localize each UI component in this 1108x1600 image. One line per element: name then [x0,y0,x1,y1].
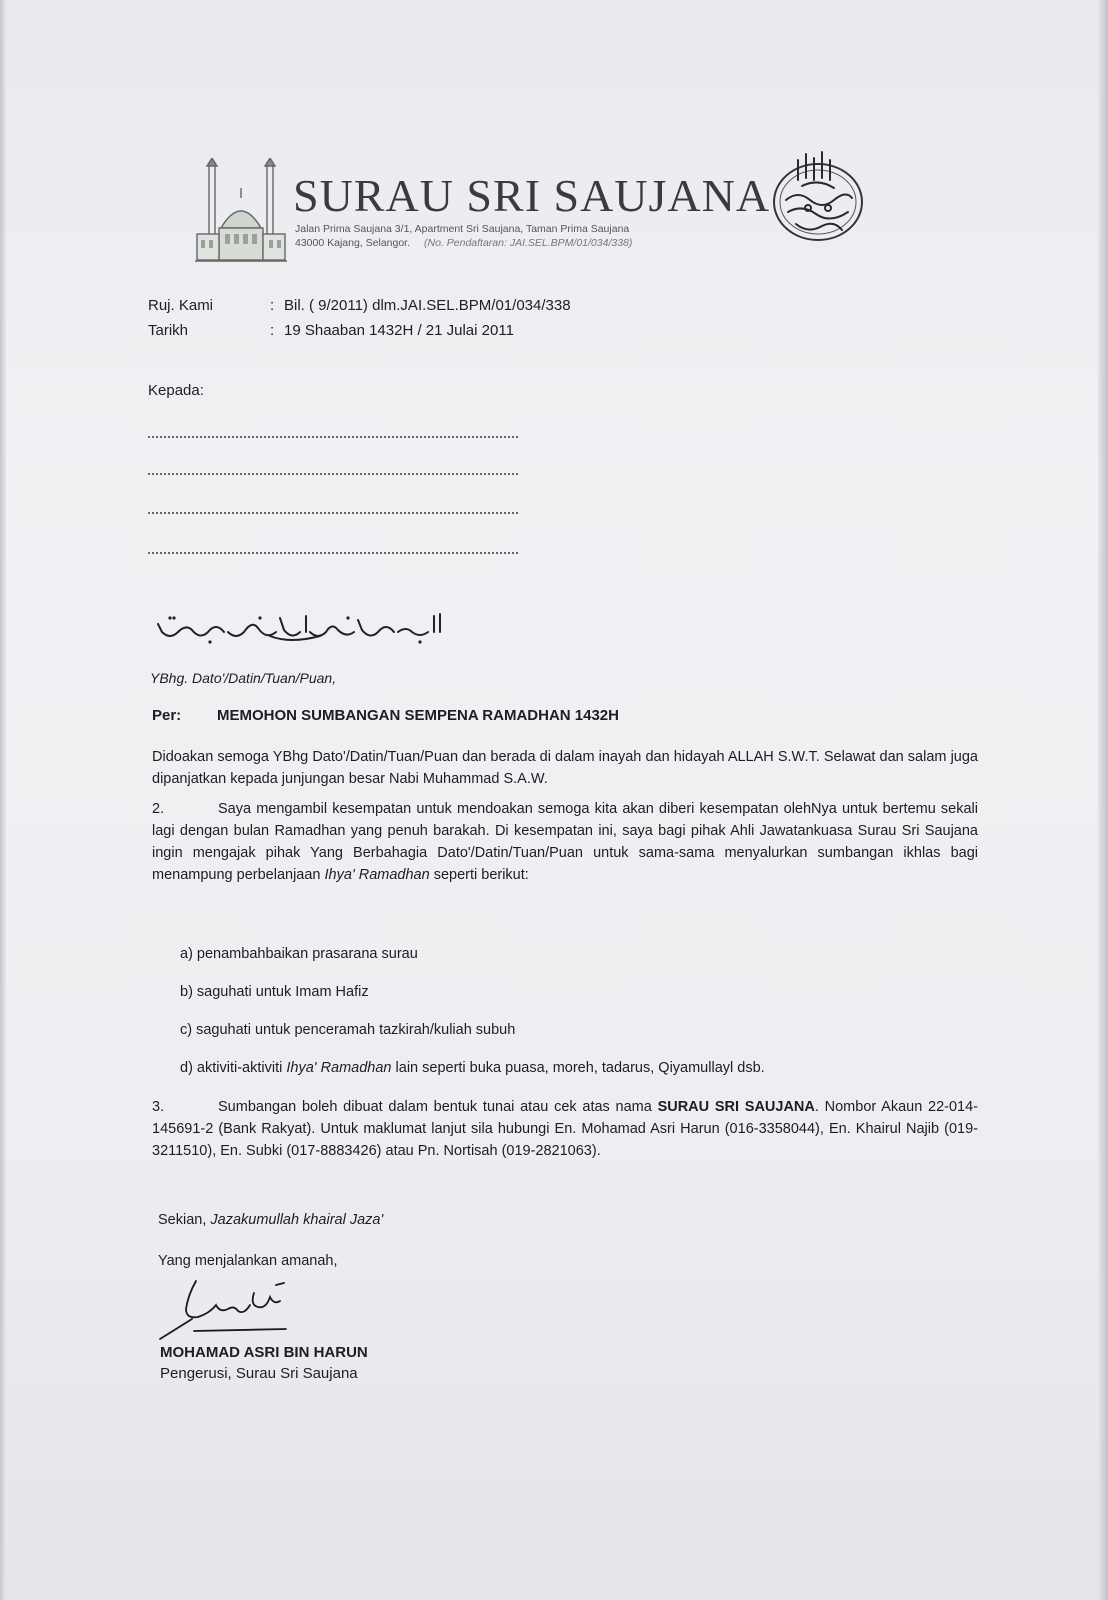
recipient-label: Kepada: [148,382,204,399]
paragraph-3-bold: SURAU SRI SAUJANA [657,1099,815,1115]
paragraph-3-pre: Sumbangan boleh dibuat dalam bentuk tunai atau cek atas nama [218,1099,658,1115]
recipient-line [148,436,518,438]
greeting: YBhg. Dato'/Datin/Tuan/Puan, [150,670,337,686]
address-line-2 [295,236,763,250]
page-edge-left [0,0,6,1600]
signature-icon [158,1275,308,1343]
address-line-1: Jalan Prima Saujana 3/1, Apartment Sri Saujana, Taman Prima Saujana [295,223,630,235]
paragraph-3 [152,1096,978,1162]
reference-row [148,293,571,318]
recipient-line [148,473,518,475]
reference-colon: : [270,297,275,314]
registration-number: (No. Pendaftaran: JAI.SEL.BPM/01/034/338) [424,237,633,249]
date-label: Tarikh [148,322,189,339]
date-value: 19 Shaaban 1432H / 21 Julai 2011 [284,322,514,339]
paragraph-3-number: 3. [152,1099,165,1115]
basmala-calligraphy-icon [768,150,868,245]
list-item: b) saguhati untuk Imam Hafiz [180,984,369,1000]
letterhead [195,150,875,275]
subject-line [152,707,619,724]
page-edge-right [1098,0,1108,1600]
closing-jazakumullah: Jazakumullah khairal Jaza' [210,1212,384,1228]
paragraph-2-text: Saya mengambil kesempatan untuk mendoakan semoga kita akan diberi kesempatan olehNya untuk bertemu sekali lagi dengan bulan Ramadhan yang penuh barakah. Di kesempatan ini, saya bagi pihak Ahli Jawatankuasa Surau Sri Saujana ingin mengajak pihak Yang Berbahagia Dato'/Datin/Tuan/Puan untuk sama-sama menyalurkan sumbangan ikhlas bagi menampung perbelanjaan [152,801,978,883]
subject-text: MEMOHON SUMBANGAN SEMPENA RAMADHAN 1432H [217,707,619,724]
signer-name: MOHAMAD ASRI BIN HARUN [160,1344,368,1361]
salam-calligraphy-icon [150,610,450,646]
reference-block [148,293,571,343]
mosque-logo-icon [195,158,287,266]
list-item: a) penambahbaikan prasarana surau [180,946,418,962]
closing-amanah: Yang menjalankan amanah, [158,1253,338,1269]
paragraph-2-number: 2. [152,801,165,817]
closing-sekian: Sekian, [158,1212,211,1228]
paragraph-2-italic: Ihya' Ramadhan [324,867,430,883]
date-row [148,318,571,343]
recipient-line [148,512,518,514]
paragraph-3-post: . Nombor Akaun 22-014-145691-2 (Bank Rakyat). Untuk maklumat lanjut sila hubungi En. Mohamad Asri Harun (016-3358044), En. Khairul Najib (019-3211510), En. Subki (017-8883426) atau Pn. Nortisah (019-2821063). [152,1099,978,1159]
list-item-d-italic: Ihya' Ramadhan [286,1060,392,1076]
list-item [180,1060,765,1076]
list-item-d-suffix: lain seperti buka puasa, moreh, tadarus, Qiyamullayl dsb. [391,1060,765,1076]
date-colon: : [270,322,275,339]
reference-value: Bil. ( 9/2011) dlm.JAI.SEL.BPM/01/034/338 [284,297,571,314]
subject-label: Per: [152,707,182,724]
paragraph-2 [152,798,978,886]
surau-title: SURAU SRI SAUJANA [293,170,771,221]
closing-line [158,1212,383,1228]
list-item: c) saguhati untuk penceramah tazkirah/kuliah subuh [180,1022,516,1038]
letterhead-title-block [293,170,771,250]
signer-position: Pengerusi, Surau Sri Saujana [160,1365,358,1382]
reference-label: Ruj. Kami [148,297,214,314]
address-city: 43000 Kajang, Selangor. [295,237,411,249]
recipient-line [148,552,518,554]
paragraph-1: Didoakan semoga YBhg Dato'/Datin/Tuan/Puan dan berada di dalam inayah dan hidayah ALLAH S.W.T. Selawat dan salam juga dipanjatkan kepada junjungan besar Nabi Muhammad S.A.W. [152,749,978,787]
list-item-d-prefix: d) aktiviti-aktiviti [180,1060,287,1076]
paragraph-2-tail: seperti berikut: [429,867,529,883]
